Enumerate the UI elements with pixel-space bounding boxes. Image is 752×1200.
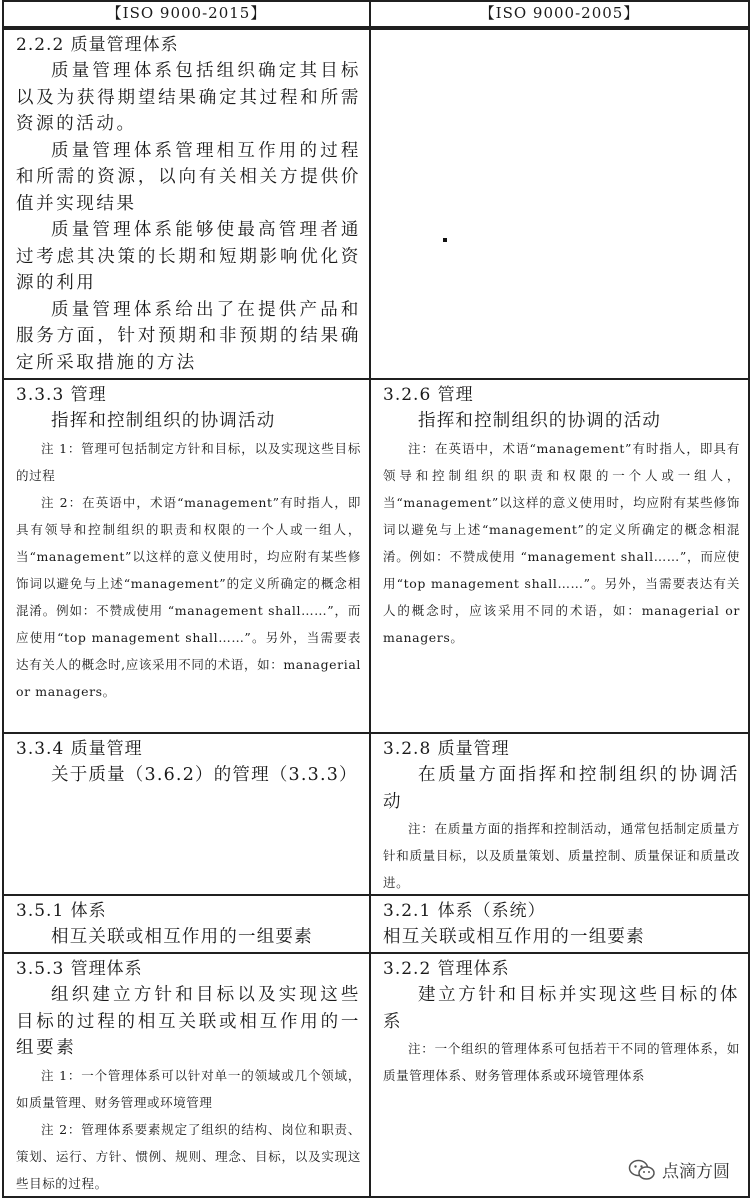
stray-dot bbox=[443, 238, 447, 242]
definition-paragraph: 质量管理体系管理相互作用的过程和所需的资源，以向有关相关方提供价值并实现结果 bbox=[16, 140, 361, 214]
term-heading: 3.5.1 体系 bbox=[16, 901, 107, 921]
table-row bbox=[0, 894, 752, 954]
cell-2005-quality-management bbox=[369, 732, 750, 896]
note-paragraph: 注 1：管理可包括制定方针和目标，以及实现这些目标的过程 bbox=[16, 440, 361, 483]
table-row bbox=[0, 378, 752, 734]
term-heading: 2.2.2 质量管理体系 bbox=[16, 35, 179, 55]
definition-paragraph: 质量管理体系能够使最高管理者通过考虑其决策的长期和短期影响优化资源的利用 bbox=[16, 220, 361, 293]
definition-paragraph: 相互关联或相互作用的一组要素 bbox=[51, 927, 313, 947]
term-heading: 3.2.8 质量管理 bbox=[383, 739, 510, 759]
watermark bbox=[628, 1157, 730, 1182]
definition-paragraph: 建立方针和目标并实现这些目标的体系 bbox=[383, 985, 740, 1032]
note-paragraph: 注 2：在英语中，术语“management”有时指人，即具有领导和控制组织的职责和权限的一个人或一组人，当“management”以这样的意义使用时，均应附有某些修饰词以避免与上述“management”的定义所确定的概念相混淆。例如：不赞成使用 “management shall……”，而应使用“top management shall……”。另外，当需要表达有关人的概念时,应该采用不同的术语，如：managerial or managers。 bbox=[16, 494, 361, 699]
definition-paragraph: 指挥和控制组织的协调的活动 bbox=[418, 411, 662, 431]
cell-2015-management bbox=[2, 378, 371, 734]
cell-2015-system bbox=[2, 894, 371, 954]
watermark-text: 点滴方圆 bbox=[662, 1162, 730, 1182]
definition-paragraph: 关于质量（3.6.2）的管理（3.3.3） bbox=[51, 765, 358, 785]
wechat-icon bbox=[628, 1159, 656, 1181]
note-paragraph: 注 2：管理体系要素规定了组织的结构、岗位和职责、策划、运行、方针、惯例、规则、理念、目标，以及实现这些目标的过程。 bbox=[16, 1121, 361, 1191]
definition-paragraph: 指挥和控制组织的协调活动 bbox=[51, 411, 276, 431]
cell-2005-system bbox=[369, 894, 750, 954]
term-heading: 3.2.1 体系（系统） bbox=[383, 901, 546, 921]
cell-2015-management-system bbox=[2, 952, 371, 1198]
cell-2015-quality-management-system bbox=[2, 28, 371, 380]
note-paragraph: 注：在英语中，术语“management”有时指人，即具有领导和控制组织的职责和权限的一个人或一组人，当“management”以这样的意义使用时，均应附有某些修饰词以避免与上述“management”的定义所确定的概念相混淆。例如：不赞成使用 “management shall……”，而应使用“top management shall……”。另外，当需要表达有关人的概念时，应该采用不同的术语，如：managerial or managers。 bbox=[383, 440, 740, 645]
note-paragraph: 注：在质量方面的指挥和控制活动，通常包括制定质量方针和质量目标，以及质量策划、质量控制、质量保证和质量改进。 bbox=[383, 821, 740, 890]
term-heading: 3.2.2 管理体系 bbox=[383, 959, 510, 979]
definition-paragraph: 质量管理体系给出了在提供产品和服务方面，针对预期和非预期的结果确定所采取措施的方法 bbox=[16, 299, 361, 373]
term-heading: 3.3.4 质量管理 bbox=[16, 739, 143, 759]
note-paragraph: 注：一个组织的管理体系可包括若干不同的管理体系，如质量管理体系、财务管理体系或环境管理体系 bbox=[383, 1041, 740, 1083]
table-header bbox=[0, 0, 752, 28]
definition-paragraph: 在质量方面指挥和控制组织的协调活动 bbox=[383, 765, 740, 812]
cell-2015-quality-management bbox=[2, 732, 371, 896]
definition-paragraph: 组织建立方针和目标以及实现这些目标的过程的相互关联或相互作用的一组要素 bbox=[16, 985, 361, 1058]
header-iso-2005: 【ISO 9000-2005】 bbox=[369, 0, 750, 28]
term-heading: 3.2.6 管理 bbox=[383, 385, 474, 405]
term-heading: 3.5.3 管理体系 bbox=[16, 959, 143, 979]
note-paragraph: 注 1：一个管理体系可以针对单一的领域或几个领域，如质量管理、财务管理或环境管理 bbox=[16, 1067, 361, 1110]
header-iso-2015: 【ISO 9000-2015】 bbox=[2, 0, 371, 28]
definition-paragraph: 质量管理体系包括组织确定其目标以及为获得期望结果确定其过程和所需资源的活动。 bbox=[16, 61, 361, 134]
term-heading: 3.3.3 管理 bbox=[16, 385, 107, 405]
table-row bbox=[0, 28, 752, 380]
table-row bbox=[0, 732, 752, 896]
cell-2005-empty bbox=[369, 28, 750, 380]
definition-paragraph: 相互关联或相互作用的一组要素 bbox=[383, 927, 645, 947]
cell-2005-management bbox=[369, 378, 750, 734]
